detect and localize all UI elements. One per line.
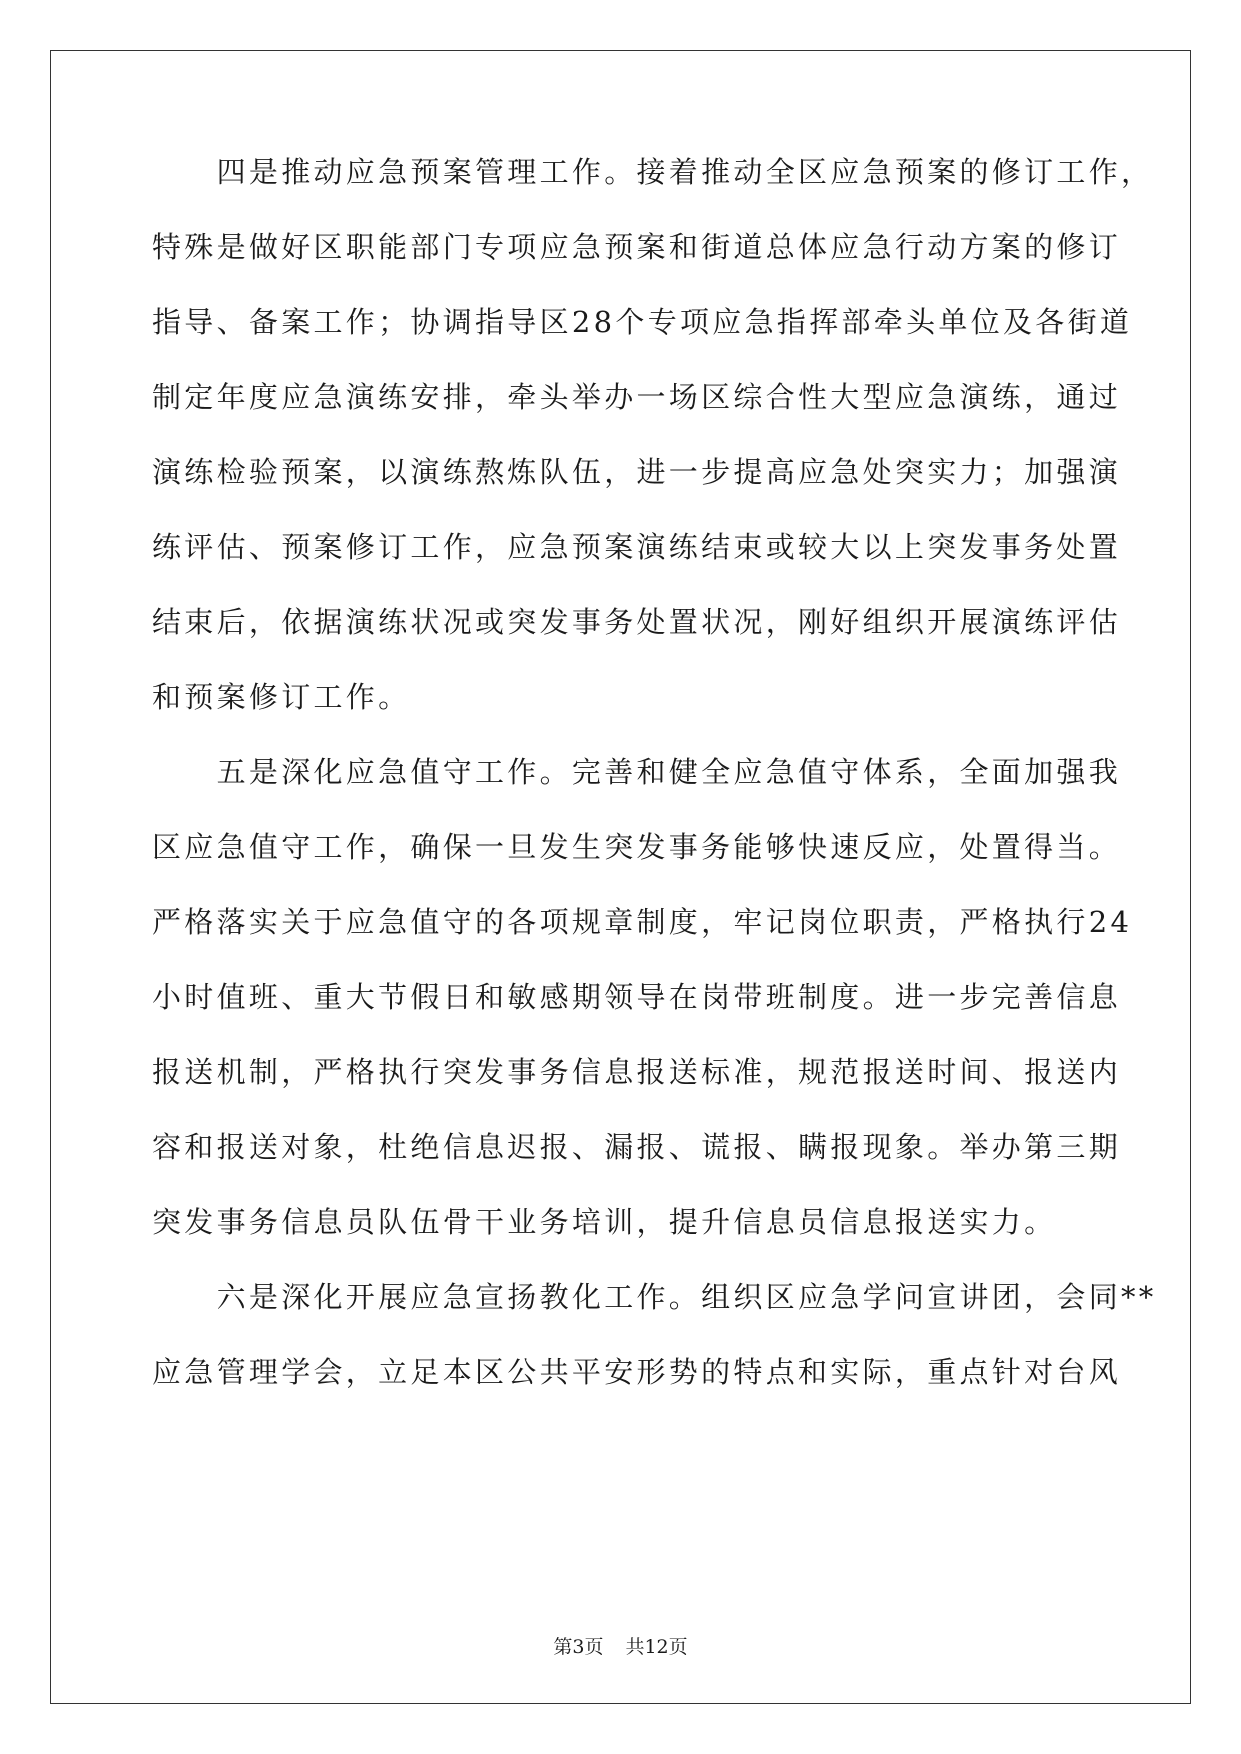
- text-line: 和预案修订工作。: [152, 680, 411, 714]
- text-line: 演练检验预案，以演练熬炼队伍，进一步提高应急处突实力；加强演: [152, 455, 1122, 489]
- text-line: 区应急值守工作，确保一旦发生突发事务能够快速反应，处置得当。: [152, 830, 1122, 864]
- text-line: 四是推动应急预案管理工作。接着推动全区应急预案的修订工作，: [152, 155, 1154, 189]
- text-line: 五是深化应急值守工作。完善和健全应急值守体系，全面加强我: [152, 755, 1122, 789]
- page-total: 共12页: [625, 1636, 688, 1658]
- page-border: [50, 50, 1191, 1704]
- text-line: 六是深化开展应急宣扬教化工作。组织区应急学问宣讲团，会同**: [152, 1280, 1157, 1314]
- text-line: 结束后，依据演练状况或突发事务处置状况，刚好组织开展演练评估: [152, 605, 1122, 639]
- text-line: 严格落实关于应急值守的各项规章制度，牢记岗位职责，严格执行24: [152, 905, 1133, 939]
- text-line: 特殊是做好区职能部门专项应急预案和街道总体应急行动方案的修订: [152, 230, 1122, 264]
- text-line: 报送机制，严格执行突发事务信息报送标准，规范报送时间、报送内: [152, 1055, 1122, 1089]
- page-number: 第3页: [553, 1636, 604, 1658]
- text-line: 指导、备案工作；协调指导区28个专项应急指挥部牵头单位及各街道: [152, 305, 1133, 339]
- text-line: 应急管理学会，立足本区公共平安形势的特点和实际，重点针对台风: [152, 1355, 1122, 1389]
- text-line: 制定年度应急演练安排，牵头举办一场区综合性大型应急演练，通过: [152, 380, 1122, 414]
- page-footer: [0, 1635, 1241, 1659]
- text-line: 容和报送对象，杜绝信息迟报、漏报、谎报、瞒报现象。举办第三期: [152, 1130, 1122, 1164]
- text-line: 小时值班、重大节假日和敏感期领导在岗带班制度。进一步完善信息: [152, 980, 1122, 1014]
- text-line: 突发事务信息员队伍骨干业务培训，提升信息员信息报送实力。: [152, 1205, 1057, 1239]
- text-line: 练评估、预案修订工作，应急预案演练结束或较大以上突发事务处置: [152, 530, 1122, 564]
